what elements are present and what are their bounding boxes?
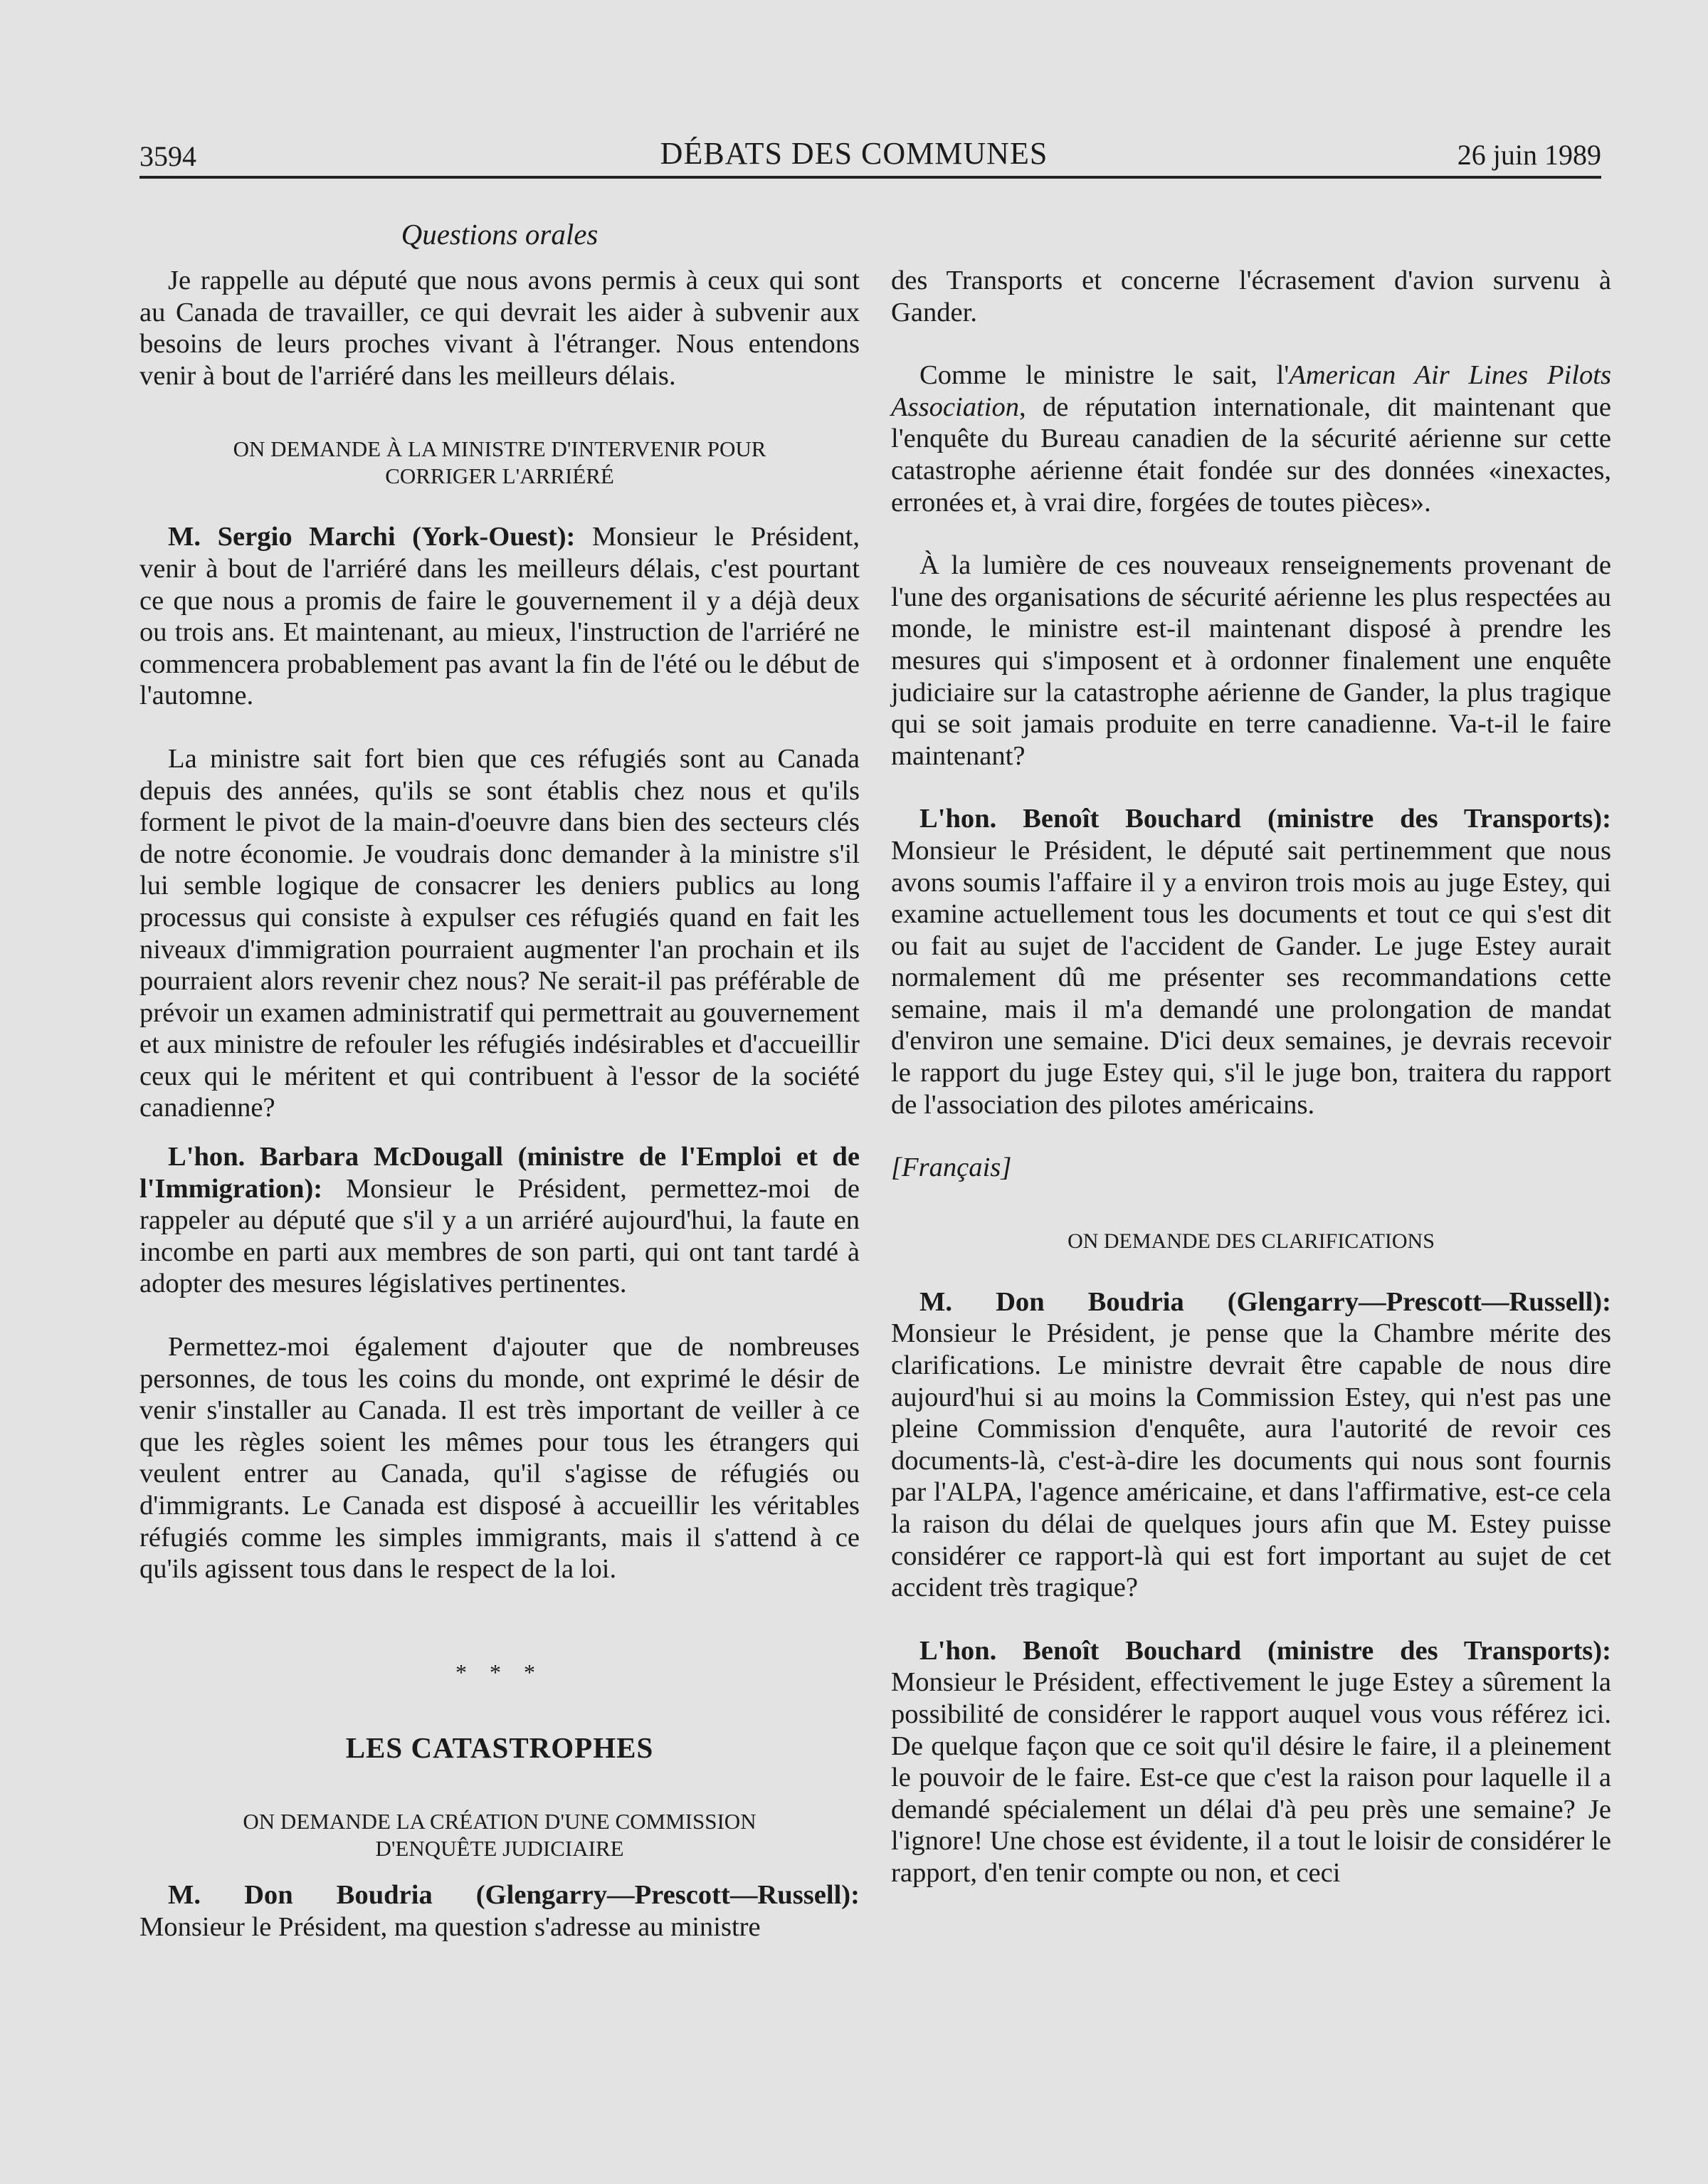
speech-paragraph	[891, 803, 1611, 1120]
left-column	[139, 265, 860, 1943]
header-rule	[139, 176, 1601, 179]
subheading: ON DEMANDE DES CLARIFICATIONS	[1068, 1229, 1435, 1253]
subheading-line: D'ENQUÊTE JUDICIAIRE	[375, 1835, 624, 1861]
organization-name: American Air Lines Pilots Association	[891, 360, 1611, 422]
page-number: 3594	[139, 140, 196, 172]
speech-text: Monsieur le Président, effectivement le juge Estey a sûrement la possibilité de considérer le rapport auquel vous vous référez ici. De quelque façon que ce soit qu'il désire le faire, il a pleinement le pouvoir de le faire. Est-ce que c'est la raison pour laquelle il a demandé spécialement un délai d'à peu près une semaine? Je l'ignore! Une chose est évidente, il a tout le loisir de considérer le rapport, d'en tenir compte ou non, et ceci	[891, 1667, 1611, 1888]
paragraph: La ministre sait fort bien que ces réfugiés sont au Canada depuis des années, qu'ils se sont établis chez nous et qu'ils forment le pivot de la main-d'oeuvre dans bien des secteurs clés de notre économie. Je voudrais donc demander à la ministre s'il lui semble logique de consacrer les deniers publics au long processus qui consiste à expulser ces réfugiés quand en fait les niveaux d'immigration pourraient augmenter l'an prochain et ils pourraient alors revenir chez nous? Ne serait-il pas préférable de prévoir un examen administratif qui permettrait au gouvernement et aux ministre de refouler les réfugiés indésirables et d'accueillir ceux qui le méritent et qui contribuent à l'essor de la société canadienne?	[139, 743, 860, 1123]
speech-text: Monsieur le Président, ma question s'adresse au ministre	[139, 1911, 761, 1942]
section-title: LES CATASTROPHES	[345, 1731, 654, 1765]
speech-text: Monsieur le Président, permettez-moi de rappeler au député que s'il y a un arriéré aujourd'hui, la faute en incombe en parti aux membres de son parti, qui ont tant tardé à adopter des mesures législatives pertinentes.	[139, 1173, 860, 1299]
text-run: Comme le ministre le sait, l'	[919, 360, 1290, 391]
subheading-line: ON DEMANDE À LA MINISTRE D'INTERVENIR POUR	[233, 436, 766, 462]
paragraph	[891, 359, 1611, 518]
speaker-name: M. Don Boudria (Glengarry—Prescott—Russell):	[919, 1286, 1611, 1317]
speech-paragraph	[139, 1879, 860, 1943]
running-head: Questions orales	[401, 218, 599, 251]
speech-paragraph	[891, 1286, 1611, 1604]
speaker-name: L'hon. Barbara McDougall (ministre de l'Emploi et de l'Immigration):	[139, 1142, 860, 1204]
paragraph: À la lumière de ces nouveaux renseignements provenant de l'une des organisations de sécurité aérienne les plus respectées au monde, le ministre est-il maintenant disposé à prendre les mesures qui s'imposent et à ordonner finalement une enquête judiciaire sur la catastrophe aérienne de Gander, la plus tragique qui se soit jamais produite en terre canadienne. Va-t-il le faire maintenant?	[891, 550, 1611, 771]
speech-paragraph	[891, 1635, 1611, 1889]
speaker-name: L'hon. Benoît Bouchard (ministre des Transports):	[919, 1635, 1611, 1666]
speech-text: Monsieur le Président, le député sait pertinemment que nous avons soumis l'affaire il y a environ trois mois au juge Estey, qui examine actuellement tous les documents et tout ce qui s'est dit ou fait au sujet de l'accident de Gander. Le juge Estey aurait normalement dû me présenter ses recommandations cette semaine, mais il m'a demandé une prolongation de mandat d'environ une semaine. D'ici deux semaines, je devrais recevoir le rapport du juge Estey qui, s'il le juge bon, traitera du rapport de l'association des pilotes américains.	[891, 835, 1611, 1120]
paragraph: Permettez-moi également d'ajouter que de nombreuses personnes, de tous les coins du monde, ont exprimé le désir de venir s'installer au Canada. Il est très important de veiller à ce que les règles soient les mêmes pour tous les étrangers qui veulent entrer au Canada, qu'il s'agisse de réfugiés ou d'immigrants. Le Canada est disposé à accueillir les véritables réfugiés comme les simples immigrants, mais il s'attend à ce qu'ils agissent tous dans le respect de la loi.	[139, 1332, 860, 1585]
speech-paragraph	[139, 1141, 860, 1300]
subheading	[139, 1808, 860, 1862]
publication-title: DÉBATS DES COMMUNES	[660, 136, 1048, 171]
sitting-date: 26 juin 1989	[1457, 139, 1601, 171]
language-tag: [Français]	[891, 1153, 1012, 1183]
section-separator: * * *	[455, 1659, 544, 1685]
text-run: , de réputation internationale, dit maintenant que l'enquête du Bureau canadien de la sécurité aérienne sur cette catastrophe aérienne était fondée sur des données «inexactes, erronées et, à vrai dire, forgées de toutes pièces».	[891, 392, 1611, 518]
subheading-line: CORRIGER L'ARRIÉRÉ	[385, 463, 614, 489]
right-column	[891, 265, 1611, 1889]
speaker-name: M. Don Boudria (Glengarry—Prescott—Russell):	[168, 1879, 860, 1910]
speech-text: Monsieur le Président, je pense que la Chambre mérite des clarifications. Le ministre devrait être capable de nous dire aujourd'hui si au moins la Commission Estey, qui n'est pas une pleine Commission d'enquête, aura l'autorité de revoir ces documents-là, c'est-à-dire les documents qui nous sont fournis par l'ALPA, l'agence américaine, et dans l'affirmative, est-ce cela la raison du délai de quelques jours afin que M. Estey puisse considérer ce rapport-là qui est fort important au sujet de cet accident très tragique?	[891, 1318, 1611, 1603]
paragraph: Je rappelle au député que nous avons permis à ceux qui sont au Canada de travailler, ce qui devrait les aider à subvenir aux besoins de leurs proches vivant à l'étranger. Nous entendons venir à bout de l'arriéré dans les meilleurs délais.	[139, 266, 860, 391]
speech-text: Monsieur le Président, venir à bout de l'arriéré dans les meilleurs délais, c'est pourtant ce que nous a promis de faire le gouvernement il y a déjà deux ou trois ans. Et maintenant, au mieux, l'instruction de l'arriéré ne commencera probablement pas avant la fin de l'été ou le début de l'automne.	[139, 522, 860, 711]
subheading-line: ON DEMANDE LA CRÉATION D'UNE COMMISSION	[243, 1808, 757, 1834]
speaker-name: M. Sergio Marchi (York-Ouest):	[168, 522, 576, 552]
paragraph: des Transports et concerne l'écrasement d'avion survenu à Gander.	[891, 266, 1611, 327]
speech-paragraph	[139, 521, 860, 712]
speaker-name: L'hon. Benoît Bouchard (ministre des Transports):	[919, 804, 1611, 834]
subheading	[139, 436, 860, 490]
